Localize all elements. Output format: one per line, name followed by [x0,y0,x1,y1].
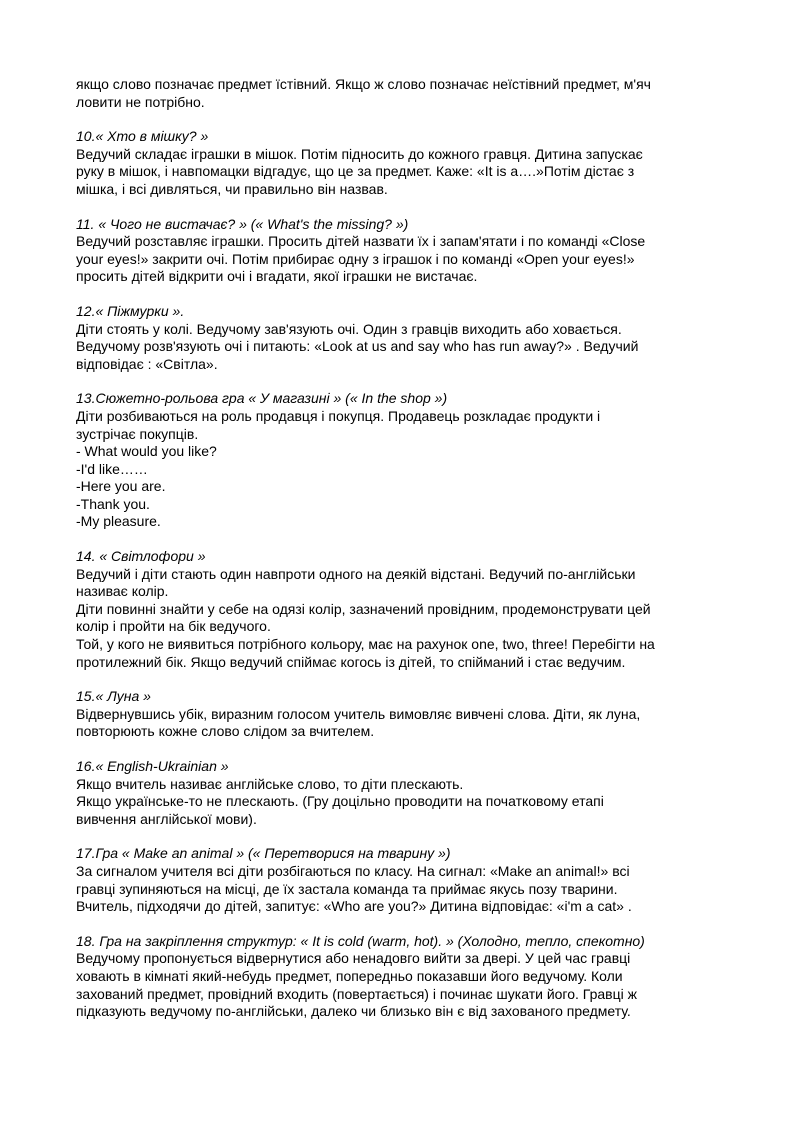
game-text-line: Ведучому пропонується відвернутися або ненадовго вийти за двері. У цей час гравці [76,950,631,967]
game-text-line: колір і пройти на бік ведучого. [76,618,271,635]
game-heading: 13.Сюжетно-рольова гра « У магазині » (« In the shop ») [76,390,448,407]
game-text-line: зустрічає покупців. [76,425,199,442]
dialogue-line: -Thank you. [76,495,150,512]
dialogue-line: - What would you like? [76,443,217,460]
game-text-line: руку в мішок, і навпомацки відгадує, що це за предмет. Каже: «It is a….»Потім дістає з [76,163,635,180]
game-section-14 [76,548,724,671]
game-heading: 14. « Світлофори » [76,548,206,565]
game-text-line: Діти розбиваються на роль продавця і покупця. Продавець розкладає продукти і [76,407,601,424]
game-text-line: your eyes!» закрити очі. Потім прибирає одну з іграшок і по команді «Open your eyes!» [76,250,635,267]
game-section-17 [76,845,724,915]
game-text-line: Діти стоять у колі. Ведучому зав'язують очі. Один з гравців виходить або ховається. [76,320,622,337]
game-text-line: Вчитель, підходячи до дітей, запитує: «Who are you?» Дитина відповідає: «i'm a cat» . [76,898,632,915]
game-text-line: Діти повинні знайти у себе на одязі колір, зазначений провідним, продемонструвати цей [76,600,651,617]
game-text-line: повторюють кожне слово слідом за вчителем. [76,723,375,740]
game-text-line: вивчення англійської мови). [76,810,257,827]
game-section-10 [76,128,724,198]
game-section-13 [76,390,724,531]
game-text-line: захований предмет, провідний входить (повертається) і починає шукати його. Гравці ж [76,985,637,1002]
game-heading: 10.« Хто в мішку? » [76,128,209,145]
document-page [76,76,724,1021]
dialogue-line: -Here you are. [76,478,166,495]
game-section-15 [76,688,724,741]
game-text-line: відповідає : «Світла». [76,355,218,372]
game-text-line: просить дітей відкрити очі і вгадати, якої іграшки не вистачає. [76,268,478,285]
intro-line: ловити не потрібно. [76,93,205,110]
intro-paragraph [76,76,724,111]
game-section-11 [76,216,724,286]
game-text-line: Якщо українське-то не плескають. (Гру доцільно проводити на початковому етапі [76,793,604,810]
game-heading: 15.« Луна » [76,688,151,705]
dialogue-line: -My pleasure. [76,513,161,530]
intro-line: якщо слово позначає предмет їстівний. Якщо ж слово позначає неїстівний предмет, м'яч [76,76,651,92]
game-text-line: Якщо вчитель називає англійське слово, то діти плескають. [76,775,464,792]
game-section-16 [76,758,724,828]
game-section-12 [76,303,724,373]
game-text-line: Ведучий і діти стають один навпроти одного на деякій відстані. Ведучий по-англійськи [76,565,636,582]
game-heading: 11. « Чого не вистачає? » (« What's the missing? ») [76,215,409,232]
game-text-line: За сигналом учителя всі діти розбігаються по класу. На сигнал: «Make an animal!» всі [76,862,630,879]
game-text-line: Ведучий розставляє іграшки. Просить дітей назвати їх і запам'ятати і по команді «Close [76,233,646,250]
game-text-line: ховають в кімнаті який-небудь предмет, попередньо показавши його ведучому. Коли [76,967,623,984]
game-text-line: мішка, і всі дивляться, чи правильно він назвав. [76,180,388,197]
game-heading: 16.« English-Ukrainian » [76,758,229,774]
game-heading: 18. Гра на закріплення структур: « It is cold (warm, hot). » (Холодно, тепло, спекотно) [76,932,645,949]
game-text-line: Ведучому розв'язують очі і питають: «Look at us and say who has run away?» . Ведучий [76,338,639,355]
game-heading: 17.Гра « Make an animal » (« Перетворися на тварину ») [76,845,451,862]
game-text-line: Той, у кого не виявиться потрібного кольору, має на рахунок one, two, three! Перебігти на [76,636,655,653]
dialogue-line: -I'd like…… [76,460,148,477]
game-text-line: гравці зупиняються на місці, де їх застала команда та приймає якусь позу тварини. [76,880,618,897]
game-text-line: Відвернувшись убік, виразним голосом учитель вимовляє вивчені слова. Діти, як луна, [76,705,641,722]
game-text-line: підказують ведучому по-англійськи, далеко чи близько він є від захованого предмету. [76,1003,631,1020]
game-section-18 [76,933,724,1021]
game-text-line: називає колір. [76,583,169,600]
game-text-line: протилежний бік. Якщо ведучий спіймає когось із дітей, то спійманий і стає ведучим. [76,653,626,670]
game-heading: 12.« Піжмурки ». [76,302,185,319]
game-text-line: Ведучий складає іграшки в мішок. Потім підносить до кожного гравця. Дитина запускає [76,145,643,162]
